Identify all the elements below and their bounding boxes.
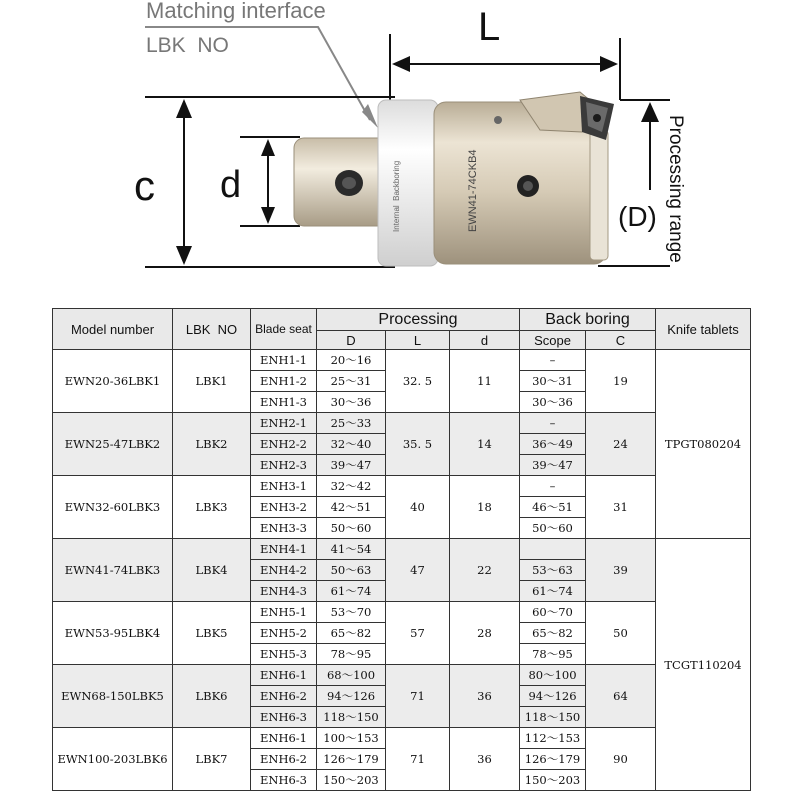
dimension-l-label: L xyxy=(478,5,501,49)
processing-d-cell: 39～47 xyxy=(317,455,386,476)
matching-interface-label: Matching interface xyxy=(146,0,326,23)
scope-cell: 118～150 xyxy=(520,707,586,728)
blade-seat-cell: ENH4-2 xyxy=(251,560,317,581)
blade-seat-cell: ENH4-1 xyxy=(251,539,317,560)
header-knife-tablets: Knife tablets xyxy=(656,309,751,350)
blade-seat-cell: ENH1-1 xyxy=(251,350,317,371)
scope-cell: 30～31 xyxy=(520,371,586,392)
scope-cell xyxy=(520,539,586,560)
c-cell: 50 xyxy=(586,602,656,665)
body-small-hole xyxy=(494,116,502,124)
blade-seat-cell: ENH6-3 xyxy=(251,770,317,791)
processing-small-d-cell: 36 xyxy=(450,665,520,728)
processing-l-cell: 32. 5 xyxy=(386,350,450,413)
c-cell: 90 xyxy=(586,728,656,791)
processing-range-d-label: (D) xyxy=(618,201,657,232)
blade-seat-cell: ENH2-1 xyxy=(251,413,317,434)
table-row xyxy=(53,539,751,560)
processing-l-cell: 57 xyxy=(386,602,450,665)
ring-engraving: Internal Backboring xyxy=(392,160,401,232)
blade-seat-cell: ENH3-2 xyxy=(251,497,317,518)
blade-seat-cell: ENH4-3 xyxy=(251,581,317,602)
blade-seat-cell: ENH1-2 xyxy=(251,371,317,392)
model-cell: EWN32-60LBK3 xyxy=(53,476,173,539)
scope-cell: – xyxy=(520,413,586,434)
scope-cell: 78～95 xyxy=(520,644,586,665)
table-row xyxy=(53,602,751,623)
tool-face xyxy=(590,130,608,260)
table-row xyxy=(53,413,751,434)
processing-d-cell: 61～74 xyxy=(317,581,386,602)
header-blade-seat: Blade seat xyxy=(251,309,317,350)
lbk-cell: LBK3 xyxy=(173,476,251,539)
lbk-no-label: LBK NO xyxy=(146,34,229,57)
processing-small-d-cell: 22 xyxy=(450,539,520,602)
lbk-cell: LBK6 xyxy=(173,665,251,728)
knife-tablet-cell: TPGT080204 xyxy=(656,350,751,539)
blade-seat-cell: ENH6-2 xyxy=(251,749,317,770)
scope-cell: 150～203 xyxy=(520,770,586,791)
processing-d-cell: 126～179 xyxy=(317,749,386,770)
model-cell: EWN20-36LBK1 xyxy=(53,350,173,413)
scope-cell: 39～47 xyxy=(520,455,586,476)
interface-pointer-arrowhead xyxy=(362,104,378,128)
processing-l-cell: 71 xyxy=(386,665,450,728)
scope-cell: 80～100 xyxy=(520,665,586,686)
processing-d-cell: 32～40 xyxy=(317,434,386,455)
scope-cell: 94～126 xyxy=(520,686,586,707)
processing-d-cell: 118～150 xyxy=(317,707,386,728)
lbk-cell: LBK4 xyxy=(173,539,251,602)
model-cell: EWN68-150LBK5 xyxy=(53,665,173,728)
blade-seat-cell: ENH5-3 xyxy=(251,644,317,665)
scope-cell: 61～74 xyxy=(520,581,586,602)
processing-range-label: Processing range xyxy=(665,115,686,263)
scope-cell: 36～49 xyxy=(520,434,586,455)
boring-head-tool xyxy=(294,92,614,266)
processing-d-cell: 65～82 xyxy=(317,623,386,644)
scope-cell: 50～60 xyxy=(520,518,586,539)
blade-seat-cell: ENH6-2 xyxy=(251,686,317,707)
processing-l-cell: 71 xyxy=(386,728,450,791)
dimension-d-label: d xyxy=(220,164,242,206)
blade-seat-cell: ENH2-3 xyxy=(251,455,317,476)
tool-ring xyxy=(378,100,438,266)
header-d-lower: d xyxy=(450,331,520,350)
dimension-c-label: c xyxy=(134,162,155,209)
blade-seat-cell: ENH6-3 xyxy=(251,707,317,728)
processing-d-cell: 50～63 xyxy=(317,560,386,581)
model-cell: EWN41-74LBK3 xyxy=(53,539,173,602)
processing-d-cell: 25～31 xyxy=(317,371,386,392)
c-cell: 39 xyxy=(586,539,656,602)
processing-small-d-cell: 28 xyxy=(450,602,520,665)
tool-dimension-diagram xyxy=(0,0,800,300)
header-model-number: Model number xyxy=(53,309,173,350)
d-arrow-top xyxy=(261,139,275,156)
processing-d-cell: 42～51 xyxy=(317,497,386,518)
table-body xyxy=(53,350,751,791)
c-cell: 19 xyxy=(586,350,656,413)
c-arrow-top xyxy=(176,99,192,118)
processing-d-cell: 25～33 xyxy=(317,413,386,434)
processing-l-cell: 47 xyxy=(386,539,450,602)
lbk-cell: LBK7 xyxy=(173,728,251,791)
processing-d-cell: 68～100 xyxy=(317,665,386,686)
scope-cell: 65～82 xyxy=(520,623,586,644)
blade-seat-cell: ENH3-3 xyxy=(251,518,317,539)
scope-cell: 126～179 xyxy=(520,749,586,770)
processing-d-cell: 94～126 xyxy=(317,686,386,707)
insert-screw xyxy=(593,114,601,122)
scope-cell: 60～70 xyxy=(520,602,586,623)
knife-tablet-cell: TCGT110204 xyxy=(656,539,751,791)
processing-small-d-cell: 18 xyxy=(450,476,520,539)
scope-cell: 30～36 xyxy=(520,392,586,413)
blade-seat-cell: ENH6-1 xyxy=(251,728,317,749)
table-row xyxy=(53,728,751,749)
processing-small-d-cell: 14 xyxy=(450,413,520,476)
lbk-cell: LBK5 xyxy=(173,602,251,665)
processing-small-d-cell: 36 xyxy=(450,728,520,791)
processing-l-cell: 40 xyxy=(386,476,450,539)
processing-l-cell: 35. 5 xyxy=(386,413,450,476)
c-cell: 31 xyxy=(586,476,656,539)
processing-d-cell: 150～203 xyxy=(317,770,386,791)
body-screw-hole-inner xyxy=(523,181,533,191)
processing-d-cell: 20～16 xyxy=(317,350,386,371)
blade-seat-cell: ENH2-2 xyxy=(251,434,317,455)
table-row xyxy=(53,350,751,371)
model-cell: EWN25-47LBK2 xyxy=(53,413,173,476)
scope-cell: – xyxy=(520,476,586,497)
tool-model-engraving: EWN41-74CKB4 xyxy=(467,149,479,232)
processing-d-cell: 53～70 xyxy=(317,602,386,623)
header-processing: Processing xyxy=(317,309,520,331)
c-cell: 64 xyxy=(586,665,656,728)
specification-table xyxy=(52,308,751,791)
processing-d-cell: 32～42 xyxy=(317,476,386,497)
table-row xyxy=(53,476,751,497)
table-row xyxy=(53,665,751,686)
c-arrow-bottom xyxy=(176,246,192,265)
processing-d-cell: 100～153 xyxy=(317,728,386,749)
processing-d-cell: 30～36 xyxy=(317,392,386,413)
header-scope: Scope xyxy=(520,331,586,350)
scope-cell: 46～51 xyxy=(520,497,586,518)
model-cell: EWN53-95LBK4 xyxy=(53,602,173,665)
shank-screw-hole-inner xyxy=(342,177,356,189)
header-c: C xyxy=(586,331,656,350)
c-cell: 24 xyxy=(586,413,656,476)
processing-d-cell: 41～54 xyxy=(317,539,386,560)
blade-seat-cell: ENH1-3 xyxy=(251,392,317,413)
header-l: L xyxy=(386,331,450,350)
blade-seat-cell: ENH5-2 xyxy=(251,623,317,644)
processing-range-arrow xyxy=(641,102,659,122)
header-lbk-no: LBK NO xyxy=(173,309,251,350)
processing-d-cell: 50～60 xyxy=(317,518,386,539)
blade-seat-cell: ENH3-1 xyxy=(251,476,317,497)
blade-seat-cell: ENH6-1 xyxy=(251,665,317,686)
header-back-boring: Back boring xyxy=(520,309,656,331)
l-arrow-right xyxy=(600,56,618,72)
processing-small-d-cell: 11 xyxy=(450,350,520,413)
scope-cell: 112～153 xyxy=(520,728,586,749)
blade-seat-cell: ENH5-1 xyxy=(251,602,317,623)
d-arrow-bottom xyxy=(261,207,275,224)
header-d-upper: D xyxy=(317,331,386,350)
scope-cell: – xyxy=(520,350,586,371)
l-arrow-left xyxy=(392,56,410,72)
scope-cell: 53～63 xyxy=(520,560,586,581)
lbk-cell: LBK2 xyxy=(173,413,251,476)
lbk-cell: LBK1 xyxy=(173,350,251,413)
model-cell: EWN100-203LBK6 xyxy=(53,728,173,791)
processing-d-cell: 78～95 xyxy=(317,644,386,665)
